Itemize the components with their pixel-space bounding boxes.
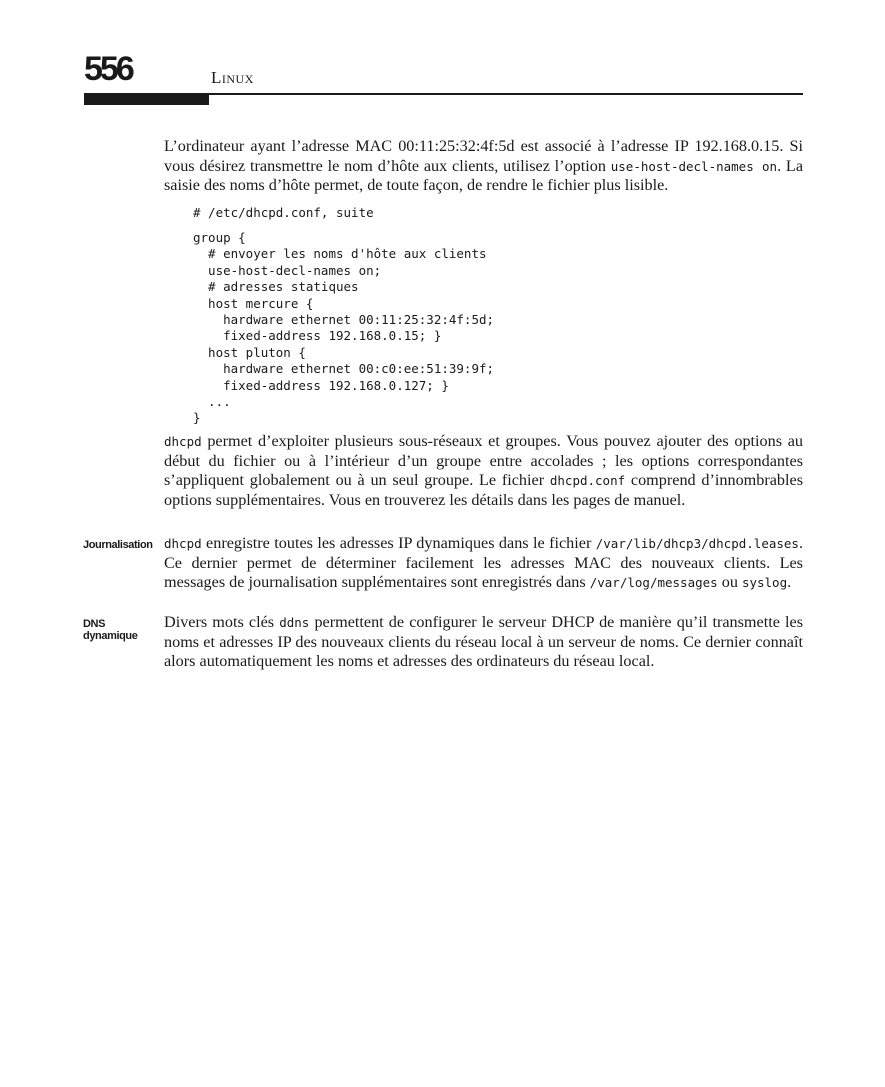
margin-note-dns-dynamique [83,618,161,642]
paragraph-text: enregistre toutes les adresses IP dynamiques dans le fichier [201,534,596,552]
intro-paragraph [164,137,803,196]
margin-note-journalisation: Journalisation [83,539,153,551]
code-ddns: ddns [279,615,310,630]
code-line: fixed-address 192.168.0.127; } [193,377,449,393]
intro-code-option: use-host-decl-names on [610,158,778,174]
code-leases-path: /var/lib/dhcp3/dhcpd.leases [595,536,799,551]
header-rule [209,93,803,95]
paragraph-subnets [164,432,803,510]
code-dhcpd-conf: dhcpd.conf [549,473,626,488]
paragraph-text: . Ce dernier permet de déterminer facilement les adresses MAC des nouveaux clients. Les messages de journalisation supplémentaires sont enregistrés dans [164,534,803,591]
paragraph-text: ou [717,573,742,591]
code-messages-path: /var/log/messages [589,575,718,590]
code-comment-line: # /etc/dhcpd.conf, suite [193,205,374,220]
page-number: 556 [84,50,132,88]
code-line: } [193,410,201,426]
paragraph-logging [164,534,803,593]
intro-text-2: . La saisie des noms d’hôte permet, de toute façon, de rendre le fichier plus lisible. [164,156,803,194]
code-dhcpd: dhcpd [164,536,202,551]
code-listing [193,230,494,427]
paragraph-text: . [787,573,792,591]
code-line: ... [193,394,231,410]
code-line: # adresses statiques [193,279,359,295]
code-line: hardware ethernet 00:11:25:32:4f:5d; [193,312,495,328]
code-line: use-host-decl-names on; [193,262,382,278]
paragraph-text: permet d’exploiter plusieurs sous-réseaux et groupes. Vous pouvez ajouter des options au début du fichier ou à l’intérieur d’un groupe entre accolades ; les options correspondantes s’appliquent globalement ou à un seul groupe. Le fichier [164,432,803,489]
code-line: # envoyer les noms d'hôte aux clients [193,246,487,262]
code-line: group { [193,230,246,245]
code-syslog: syslog [741,575,788,590]
code-line: host mercure { [193,295,314,311]
margin-note-line: dynamique [83,630,138,642]
paragraph-text: comprend d’innombrables options supplémentaires. Vous en trouverez les détails dans les pages de manuel. [164,471,803,509]
code-line: fixed-address 192.168.0.15; } [193,328,442,344]
code-dhcpd: dhcpd [164,434,202,449]
intro-text-1: L’ordinateur ayant l’adresse MAC 00:11:25:32:4f:5d est associé à l’adresse IP 192.168.0.15. Si vous désirez transmettre le nom d’hôte aux clients, utilisez l’option [164,137,803,175]
margin-note-line: DNS [83,618,106,630]
code-line: host pluton { [193,344,306,360]
paragraph-text: Divers mots clés [164,613,280,631]
running-title: Linux [211,68,254,87]
code-line: hardware ethernet 00:c0:ee:51:39:9f; [193,361,495,377]
paragraph-text: permettent de configurer le serveur DHCP de manière qu’il transmette les noms et adresses IP des nouveaux clients du réseau local à un serveur de noms. Ce dernier connaît alors automatiquement les noms et adresses des ordinateurs du réseau local. [164,613,803,670]
paragraph-dynamic-dns [164,613,803,672]
header-rule-thick [84,93,209,105]
